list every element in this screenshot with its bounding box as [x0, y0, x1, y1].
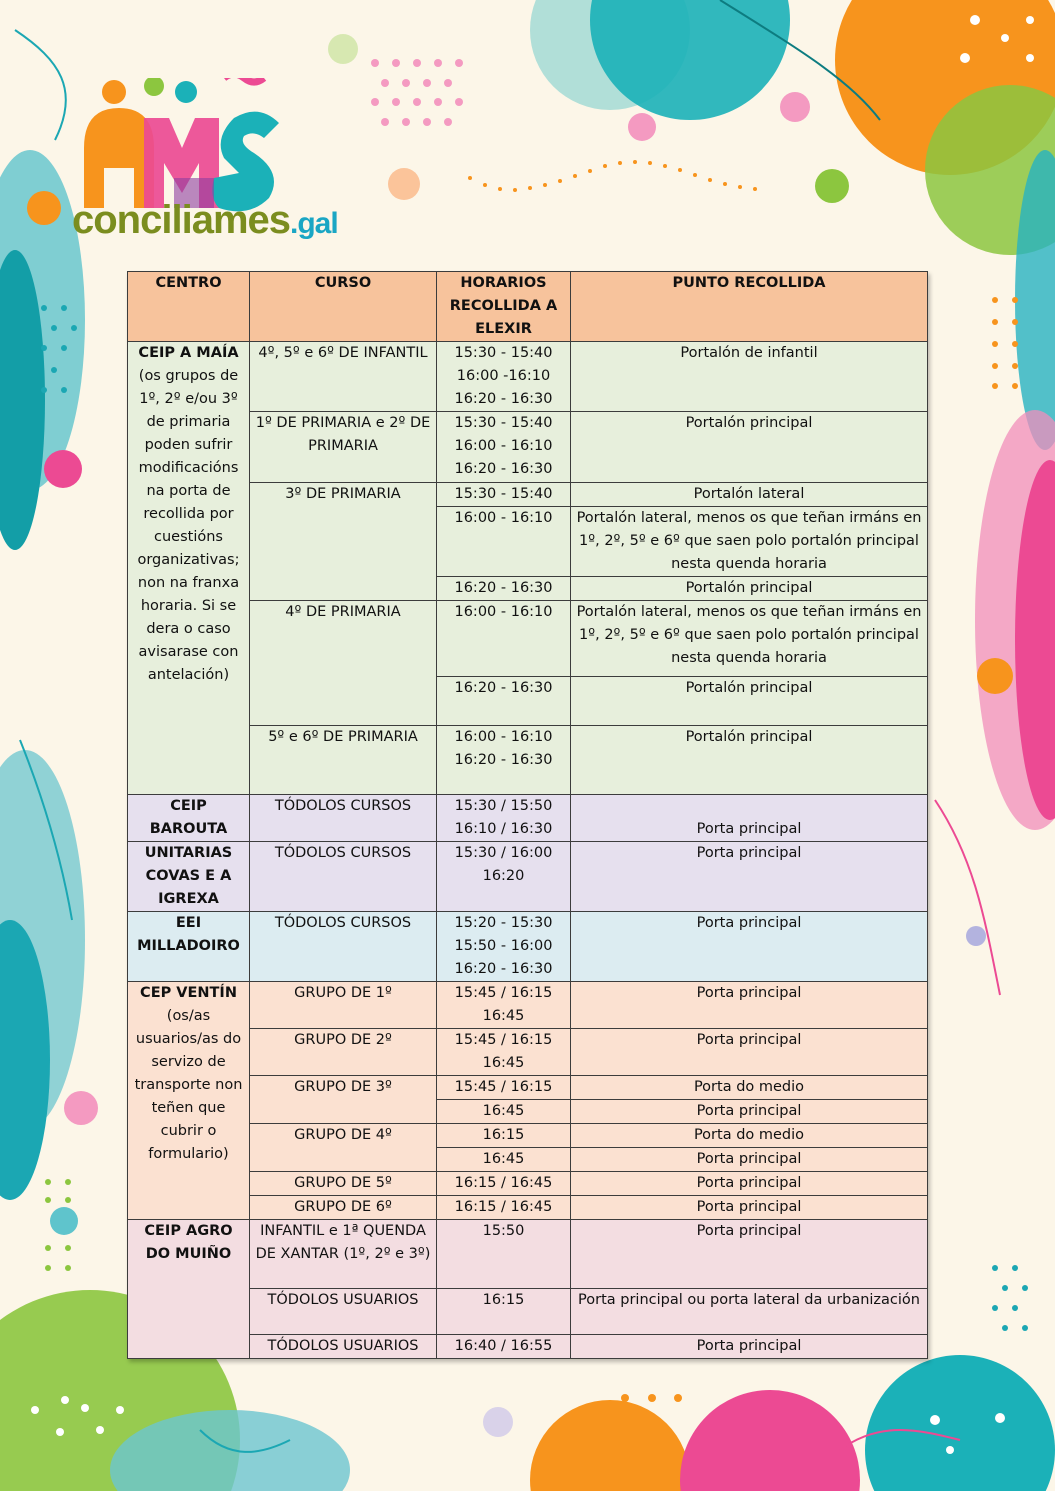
curso-cell: GRUPO DE 2º — [250, 1029, 437, 1076]
table-row — [128, 842, 928, 912]
centro-name: UNITARIAS COVAS E A IGREXA — [128, 842, 250, 912]
punto-cell: Porta principal — [571, 1148, 928, 1172]
conciliames-logo — [60, 18, 338, 248]
centro-note: (os grupos de 1º, 2º e/ou 3º de primaria poden sufrir modificacións na porta de recollida por cuestións organizativas; non na franxa horaria. Si se dera o caso avisarase con antelación) — [137, 368, 240, 683]
punto-cell: Porta do medio — [571, 1124, 928, 1148]
pickup-schedule-table — [127, 271, 928, 1359]
horario-cell: 16:15 — [437, 1289, 571, 1335]
punto-cell: Porta principal — [571, 982, 928, 1029]
punto-cell: Porta principal — [571, 795, 928, 842]
punto-cell: Porta principal — [571, 842, 928, 912]
centro-cell-maia — [128, 342, 250, 795]
punto-cell: Portalón principal — [571, 677, 928, 726]
horario-cell: 15:30 - 15:40 16:00 -16:10 16:20 - 16:30 — [437, 342, 571, 412]
punto-cell: Porta principal — [571, 912, 928, 982]
logo-ames-graphic — [74, 78, 294, 218]
horario-cell: 16:00 - 16:10 — [437, 601, 571, 677]
punto-cell: Porta principal — [571, 1029, 928, 1076]
header-horarios: HORARIOS RECOLLIDA A ELEXIR — [437, 272, 571, 342]
horario-cell: 16:00 - 16:10 — [437, 507, 571, 577]
punto-cell: Portalón principal — [571, 412, 928, 483]
curso-cell: 4º DE PRIMARIA — [250, 601, 437, 726]
punto-cell: Portalón de infantil — [571, 342, 928, 412]
curso-cell: 4º, 5º e 6º DE INFANTIL — [250, 342, 437, 412]
horario-cell: 15:45 / 16:15 16:45 — [437, 1029, 571, 1076]
table-header-row — [128, 272, 928, 342]
curso-cell: INFANTIL e 1ª QUENDA DE XANTAR (1º, 2º e 3º) — [250, 1220, 437, 1289]
horario-cell: 16:45 — [437, 1148, 571, 1172]
horario-cell: 15:30 / 16:00 16:20 — [437, 842, 571, 912]
curso-cell: GRUPO DE 1º — [250, 982, 437, 1029]
table-row — [128, 342, 928, 412]
table-row — [128, 795, 928, 842]
curso-cell: 1º DE PRIMARIA e 2º DE PRIMARIA — [250, 412, 437, 483]
table-row — [128, 912, 928, 982]
punto-cell: Portalón principal — [571, 577, 928, 601]
centro-name: EEI MILLADOIRO — [128, 912, 250, 982]
curso-cell: GRUPO DE 3º — [250, 1076, 437, 1124]
curso-cell: TÓDOLOS USUARIOS — [250, 1289, 437, 1335]
curso-cell: TÓDOLOS CURSOS — [250, 795, 437, 842]
horario-cell: 15:45 / 16:15 16:45 — [437, 982, 571, 1029]
punto-cell: Portalón lateral — [571, 483, 928, 507]
punto-cell: Porta principal — [571, 1100, 928, 1124]
horario-cell: 15:20 - 15:30 15:50 - 16:00 16:20 - 16:30 — [437, 912, 571, 982]
curso-cell: GRUPO DE 4º — [250, 1124, 437, 1172]
punto-cell: Porta principal — [571, 1196, 928, 1220]
curso-cell: GRUPO DE 5º — [250, 1172, 437, 1196]
horario-cell: 16:00 - 16:10 16:20 - 16:30 — [437, 726, 571, 795]
horario-cell: 16:20 - 16:30 — [437, 677, 571, 726]
horario-cell: 15:30 - 15:40 — [437, 483, 571, 507]
table-row — [128, 982, 928, 1029]
logo-main-text: conciliames — [72, 198, 291, 242]
curso-cell: TÓDOLOS CURSOS — [250, 842, 437, 912]
punto-cell: Portalón lateral, menos os que teñan irmáns en 1º, 2º, 5º e 6º que saen polo portalón principal nesta quenda horaria — [571, 601, 928, 677]
centro-name: CEP VENTÍN — [140, 985, 237, 1001]
punto-cell: Porta do medio — [571, 1076, 928, 1100]
horario-cell: 16:20 - 16:30 — [437, 577, 571, 601]
curso-cell: TÓDOLOS USUARIOS — [250, 1335, 437, 1359]
centro-name: CEIP BAROUTA — [128, 795, 250, 842]
horario-cell: 16:45 — [437, 1100, 571, 1124]
centro-note: (os/as usuarios/as do servizo de transporte non teñen que cubrir o formulario) — [134, 1008, 243, 1162]
centro-name: CEIP A MAÍA — [138, 345, 239, 361]
horario-cell: 16:15 / 16:45 — [437, 1172, 571, 1196]
punto-cell: Portalón principal — [571, 726, 928, 795]
centro-cell-ventin — [128, 982, 250, 1220]
punto-cell: Porta principal — [571, 1220, 928, 1289]
punto-cell: Porta principal ou porta lateral da urbanización — [571, 1289, 928, 1335]
punto-cell: Porta principal — [571, 1335, 928, 1359]
curso-cell: TÓDOLOS CURSOS — [250, 912, 437, 982]
header-centro: CENTRO — [128, 272, 250, 342]
table-row — [128, 1220, 928, 1289]
horario-cell: 16:15 — [437, 1124, 571, 1148]
horario-cell: 15:30 - 15:40 16:00 - 16:10 16:20 - 16:30 — [437, 412, 571, 483]
horario-cell: 15:30 / 15:50 16:10 / 16:30 — [437, 795, 571, 842]
horario-cell: 15:45 / 16:15 — [437, 1076, 571, 1100]
header-curso: CURSO — [250, 272, 437, 342]
logo-suffix: .gal — [290, 207, 338, 240]
header-punto: PUNTO RECOLLIDA — [571, 272, 928, 342]
curso-cell: 3º DE PRIMARIA — [250, 483, 437, 601]
curso-cell: GRUPO DE 6º — [250, 1196, 437, 1220]
punto-cell: Portalón lateral, menos os que teñan irmáns en 1º, 2º, 5º e 6º que saen polo portalón principal nesta quenda horaria — [571, 507, 928, 577]
horario-cell: 16:40 / 16:55 — [437, 1335, 571, 1359]
logo-text — [72, 198, 338, 243]
curso-cell: 5º e 6º DE PRIMARIA — [250, 726, 437, 795]
horario-cell: 16:15 / 16:45 — [437, 1196, 571, 1220]
centro-name: CEIP AGRO DO MUIÑO — [128, 1220, 250, 1359]
horario-cell: 15:50 — [437, 1220, 571, 1289]
punto-cell: Porta principal — [571, 1172, 928, 1196]
